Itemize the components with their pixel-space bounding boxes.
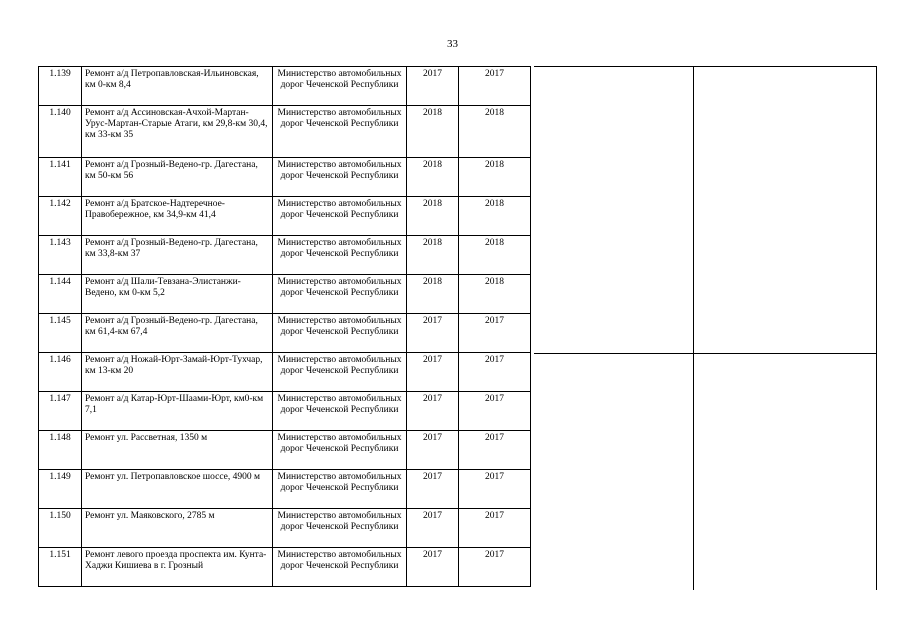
table-row <box>39 548 531 587</box>
row-number: 1.146 <box>39 353 82 392</box>
object-name: Ремонт ул. Маяковского, 2785 м <box>82 509 273 548</box>
year-start: 2017 <box>407 392 459 431</box>
right-column-top-line <box>534 66 876 67</box>
row-number: 1.148 <box>39 431 82 470</box>
object-name: Ремонт ул. Петропавловское шоссе, 4900 м <box>82 470 273 509</box>
table-row <box>39 392 531 431</box>
year-start: 2017 <box>407 314 459 353</box>
row-number: 1.151 <box>39 548 82 587</box>
row-number: 1.142 <box>39 197 82 236</box>
responsible-org: Министерство автомобильных дорог Чеченской Республики <box>273 314 407 353</box>
table-row <box>39 470 531 509</box>
responsible-org: Министерство автомобильных дорог Чеченской Республики <box>273 353 407 392</box>
object-name: Ремонт левого проезда проспекта им. Кунта-Хаджи Кишиева в г. Грозный <box>82 548 273 587</box>
object-name: Ремонт ул. Рассветная, 1350 м <box>82 431 273 470</box>
road-repair-table <box>38 66 531 587</box>
object-name: Ремонт а/д Грозный-Ведено-гр. Дагестана, км 33,8-км 37 <box>82 236 273 275</box>
row-number: 1.139 <box>39 67 82 106</box>
object-name: Ремонт а/д Петропавловская-Ильиновская, км 0-км 8,4 <box>82 67 273 106</box>
responsible-org: Министерство автомобильных дорог Чеченской Республики <box>273 470 407 509</box>
table-frame <box>38 66 531 587</box>
responsible-org: Министерство автомобильных дорог Чеченской Республики <box>273 67 407 106</box>
responsible-org: Министерство автомобильных дорог Чеченской Республики <box>273 275 407 314</box>
responsible-org: Министерство автомобильных дорог Чеченской Республики <box>273 158 407 197</box>
table-row <box>39 236 531 275</box>
object-name: Ремонт а/д Грозный-Ведено-гр. Дагестана, км 50-км 56 <box>82 158 273 197</box>
year-end: 2018 <box>459 275 531 314</box>
table-row <box>39 197 531 236</box>
table-row <box>39 275 531 314</box>
object-name: Ремонт а/д Братское-Надтеречное-Правобережное, км 34,9-км 41,4 <box>82 197 273 236</box>
year-start: 2017 <box>407 509 459 548</box>
table-body <box>39 67 531 587</box>
responsible-org: Министерство автомобильных дорог Чеченской Республики <box>273 392 407 431</box>
year-end: 2018 <box>459 236 531 275</box>
responsible-org: Министерство автомобильных дорог Чеченской Республики <box>273 509 407 548</box>
year-start: 2018 <box>407 158 459 197</box>
year-end: 2018 <box>459 158 531 197</box>
responsible-org: Министерство автомобильных дорог Чеченской Республики <box>273 106 407 158</box>
row-number: 1.145 <box>39 314 82 353</box>
year-start: 2017 <box>407 431 459 470</box>
object-name: Ремонт а/д Грозный-Ведено-гр. Дагестана, км 61,4-км 67,4 <box>82 314 273 353</box>
year-start: 2017 <box>407 548 459 587</box>
row-number: 1.147 <box>39 392 82 431</box>
year-end: 2018 <box>459 197 531 236</box>
table-row <box>39 431 531 470</box>
year-start: 2018 <box>407 106 459 158</box>
right-column-mid-line <box>534 353 876 354</box>
year-end: 2018 <box>459 106 531 158</box>
year-end: 2017 <box>459 392 531 431</box>
right-column-divider-line <box>693 66 694 590</box>
responsible-org: Министерство автомобильных дорог Чеченской Республики <box>273 236 407 275</box>
row-number: 1.141 <box>39 158 82 197</box>
year-end: 2017 <box>459 353 531 392</box>
row-number: 1.150 <box>39 509 82 548</box>
responsible-org: Министерство автомобильных дорог Чеченской Республики <box>273 548 407 587</box>
object-name: Ремонт а/д Катар-Юрт-Шаами-Юрт, км0-км 7,1 <box>82 392 273 431</box>
object-name: Ремонт а/д Ассиновская-Ачхой-Мартан-Урус-Мартан-Старые Атаги, км 29,8-км 30,4, км 33-км 35 <box>82 106 273 158</box>
year-end: 2017 <box>459 431 531 470</box>
year-start: 2017 <box>407 353 459 392</box>
year-start: 2017 <box>407 470 459 509</box>
year-start: 2017 <box>407 67 459 106</box>
year-end: 2017 <box>459 314 531 353</box>
object-name: Ремонт а/д Ножай-Юрт-Замай-Юрт-Тухчар, км 13-км 20 <box>82 353 273 392</box>
year-start: 2018 <box>407 275 459 314</box>
table-row <box>39 106 531 158</box>
row-number: 1.143 <box>39 236 82 275</box>
table-row <box>39 158 531 197</box>
object-name: Ремонт а/д Шали-Тевзана-Элистанжи-Ведено, км 0-км 5,2 <box>82 275 273 314</box>
year-start: 2018 <box>407 236 459 275</box>
row-number: 1.149 <box>39 470 82 509</box>
year-end: 2017 <box>459 548 531 587</box>
row-number: 1.144 <box>39 275 82 314</box>
year-start: 2018 <box>407 197 459 236</box>
right-column-edge-line <box>876 66 877 590</box>
responsible-org: Министерство автомобильных дорог Чеченской Республики <box>273 431 407 470</box>
year-end: 2017 <box>459 509 531 548</box>
responsible-org: Министерство автомобильных дорог Чеченской Республики <box>273 197 407 236</box>
year-end: 2017 <box>459 470 531 509</box>
year-end: 2017 <box>459 67 531 106</box>
table-row <box>39 353 531 392</box>
row-number: 1.140 <box>39 106 82 158</box>
table-row <box>39 67 531 106</box>
table-row <box>39 314 531 353</box>
table-row <box>39 509 531 548</box>
page-number: 33 <box>447 38 458 50</box>
